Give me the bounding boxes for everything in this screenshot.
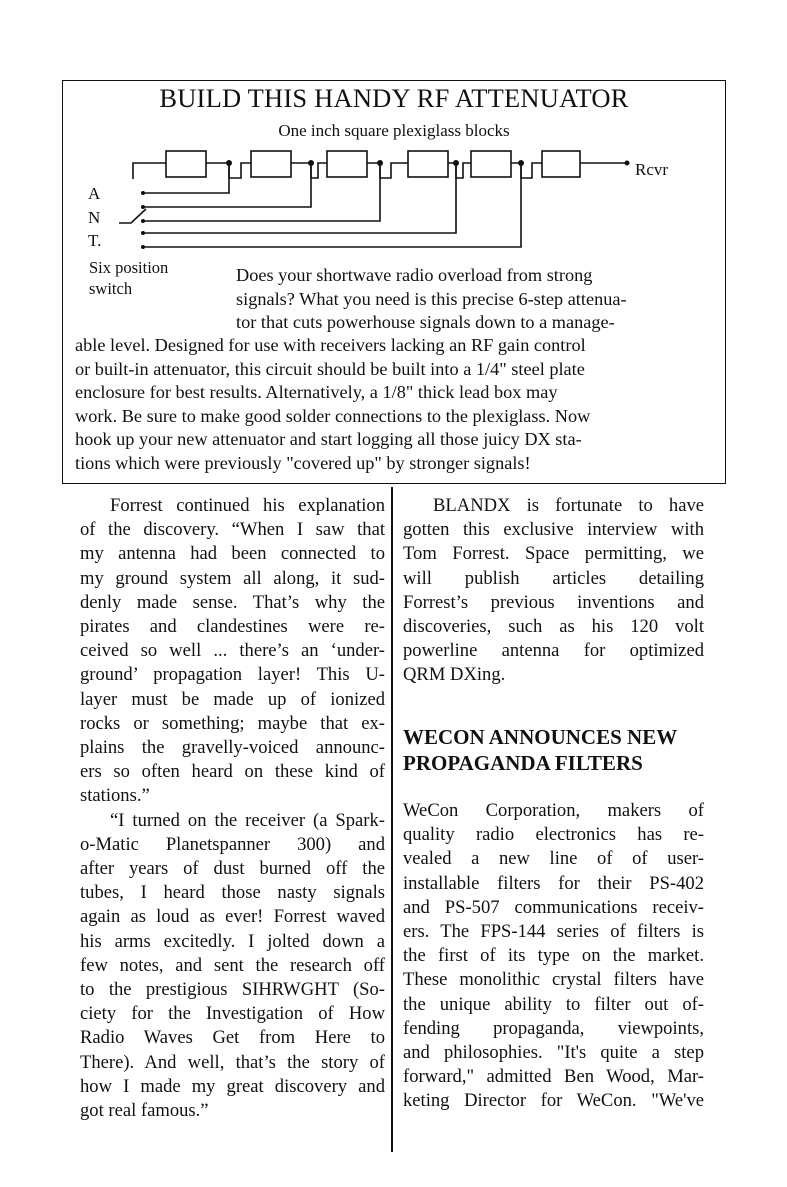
text-line: Tom Forrest. Space permitting, we bbox=[403, 543, 704, 565]
text-line: QRM DXing. bbox=[403, 664, 506, 686]
text-line: tions which were previously "covered up" by stronger signals! bbox=[75, 452, 531, 473]
left-column bbox=[80, 494, 385, 1123]
text-line: the first of its type on the market. bbox=[403, 945, 704, 967]
text-line: few notes, and sent the research off bbox=[80, 954, 385, 976]
attenuator-schematic bbox=[63, 81, 727, 261]
box-subtitle: One inch square plexiglass blocks bbox=[278, 121, 510, 140]
text-line: quality radio electronics has re- bbox=[403, 824, 704, 846]
text-line: and PS-507 communications receiv- bbox=[403, 896, 704, 918]
text-line: enclosure for best results. Alternatively, a 1/8" thick lead box may bbox=[75, 382, 558, 403]
text-line: tor that cuts powerhouse signals down to a manage- bbox=[236, 312, 615, 333]
text-line: ciety for the Investigation of How bbox=[80, 1003, 385, 1025]
text-line: able level. Designed for use with receivers lacking an RF gain control bbox=[75, 335, 586, 355]
text-line: ers so often heard on these kind of bbox=[80, 761, 385, 783]
text-line: and philosophies. "It's quite a step bbox=[403, 1042, 704, 1064]
text-line: o-Matic Planetspanner 300) and bbox=[80, 833, 385, 855]
article-headline bbox=[403, 724, 677, 776]
text-line: hook up your new attenuator and start logging all those juicy DX sta- bbox=[75, 429, 582, 450]
text-line: These monolithic crystal filters have bbox=[403, 969, 704, 991]
text-line: his arms excitedly. I jolted down a bbox=[80, 930, 385, 952]
text-line: gotten this exclusive interview with bbox=[403, 519, 704, 541]
text-line: Does your shortwave radio overload from strong bbox=[236, 265, 593, 285]
plexiglass-block-5 bbox=[471, 151, 511, 177]
text-line: tubes, I heard those nasty signals bbox=[80, 882, 385, 904]
text-line: pirates and clandestines were re- bbox=[80, 616, 385, 638]
plexiglass-block-3 bbox=[327, 151, 367, 177]
ant-label-a: A bbox=[88, 184, 101, 203]
text-line: to the prestigious SIHRWGHT (So- bbox=[80, 979, 385, 1001]
text-line: got real famous.” bbox=[80, 1100, 209, 1122]
text-line: ground’ propagation layer! This U- bbox=[80, 664, 385, 686]
text-line: work. Be sure to make good solder connections to the plexiglass. Now bbox=[75, 405, 591, 426]
text-line: plains the gravelly-voiced announc- bbox=[80, 737, 385, 759]
text-line: of the discovery. “When I saw that bbox=[80, 519, 385, 541]
right-column-bottom bbox=[403, 799, 704, 1114]
ant-label-n: N bbox=[88, 208, 101, 227]
plexiglass-block-1 bbox=[166, 151, 206, 177]
box-paragraph-full bbox=[75, 334, 590, 476]
headline-line: WECON ANNOUNCES NEW bbox=[403, 725, 678, 749]
switch-label-line: Six position bbox=[89, 258, 169, 277]
text-line: vealed a new line of of user- bbox=[403, 848, 704, 870]
text-line: signals? What you need is this precise 6-step attenua- bbox=[236, 288, 627, 309]
text-line: will publish articles detailing bbox=[403, 567, 704, 589]
plexiglass-block-4 bbox=[408, 151, 448, 177]
box-title: BUILD THIS HANDY RF ATTENUATOR bbox=[159, 83, 629, 113]
text-line: keting Director for WeCon. "We've bbox=[403, 1090, 704, 1112]
text-line: my antenna had been connected to bbox=[80, 543, 385, 565]
ant-label-t: T. bbox=[88, 231, 102, 250]
text-line: discoveries, such as his 120 volt bbox=[403, 616, 704, 638]
text-line: powerline antenna for optimized bbox=[403, 640, 704, 662]
text-line: There). And well, that’s the story of bbox=[80, 1051, 385, 1073]
text-line: my ground system all along, it sud- bbox=[80, 567, 385, 589]
text-line: stations.” bbox=[80, 785, 150, 807]
text-line: BLANDX is fortunate to have bbox=[433, 495, 704, 516]
text-line: “I turned on the receiver (a Spark- bbox=[110, 809, 385, 831]
headline-line: PROPAGANDA FILTERS bbox=[403, 751, 643, 775]
switch-label-line: switch bbox=[89, 279, 133, 298]
text-line: ceived so well ... there’s an ‘under- bbox=[80, 640, 385, 662]
attenuator-box bbox=[62, 80, 726, 484]
text-line: rocks or something; maybe that ex- bbox=[80, 712, 385, 734]
text-line: or built-in attenuator, this circuit should be built into a 1/4" steel plate bbox=[75, 358, 585, 379]
column-divider bbox=[391, 487, 393, 1152]
rcvr-label: Rcvr bbox=[635, 160, 669, 179]
text-line: WeCon Corporation, makers of bbox=[403, 800, 704, 821]
text-line: the unique ability to filter out of- bbox=[403, 993, 704, 1015]
text-line: Radio Waves Get from Here to bbox=[80, 1027, 385, 1049]
text-line: denly made sense. That’s why the bbox=[80, 591, 385, 613]
text-line: how I made my great discovery and bbox=[80, 1075, 385, 1097]
text-line: again as loud as ever! Forrest waved bbox=[80, 906, 385, 928]
text-line: after years of dust burned off the bbox=[80, 858, 385, 880]
plexiglass-block-2 bbox=[251, 151, 291, 177]
text-line: forward," admitted Ben Wood, Mar- bbox=[403, 1066, 704, 1088]
text-line: layer must be made up of ionized bbox=[80, 688, 385, 710]
plexiglass-block-6 bbox=[542, 151, 580, 177]
right-column-top bbox=[403, 494, 704, 688]
switch-label bbox=[89, 257, 168, 299]
text-line: installable filters for their PS-402 bbox=[403, 872, 704, 894]
text-line: ers. The FPS-144 series of filters is bbox=[403, 921, 704, 943]
text-line: Forrest continued his explanation bbox=[110, 495, 385, 516]
text-line: fending propaganda, viewpoints, bbox=[403, 1017, 704, 1039]
text-line: Forrest’s previous inventions and bbox=[403, 591, 704, 613]
box-paragraph-indented bbox=[236, 264, 627, 335]
